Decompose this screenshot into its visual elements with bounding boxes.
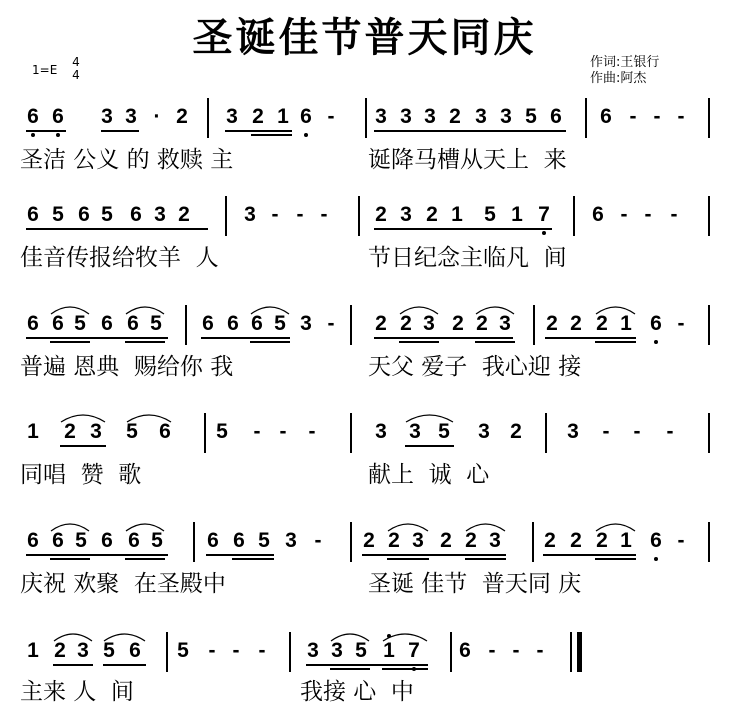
- note: -: [232, 639, 240, 662]
- note: -: [512, 639, 520, 662]
- note: 1: [27, 420, 39, 443]
- note: 6: [202, 312, 214, 335]
- final-barline-thick: [577, 632, 582, 672]
- time-signature-top: 4: [72, 55, 80, 69]
- slur: [50, 520, 90, 532]
- note: 2: [544, 529, 556, 552]
- slur: [126, 411, 172, 423]
- lyric-line: 主来 人 间: [20, 679, 134, 705]
- note: -: [644, 203, 652, 226]
- note: 5: [126, 420, 138, 443]
- note: 5: [177, 639, 189, 662]
- slur: [595, 303, 636, 315]
- note: 6: [27, 529, 39, 552]
- barline: [545, 413, 547, 453]
- slur: [103, 630, 146, 642]
- note: 1: [383, 639, 395, 662]
- note: -: [670, 203, 678, 226]
- time-signature-bottom: 4: [72, 68, 80, 82]
- lyric-line: 献上 诚 心: [368, 462, 490, 488]
- note: 6: [650, 529, 662, 552]
- barline: [166, 632, 168, 672]
- beam-underline: [225, 130, 292, 132]
- beam-underline: [206, 554, 274, 556]
- beam-underline-second: [475, 341, 515, 343]
- lyric-line: 佳音传报给牧羊 人: [20, 245, 219, 271]
- note: 6: [52, 529, 64, 552]
- beam-underline: [306, 664, 428, 666]
- time-signature: [70, 56, 82, 82]
- note: 3: [101, 105, 113, 128]
- note: 2: [54, 639, 66, 662]
- note: 6: [159, 420, 171, 443]
- note: 6: [207, 529, 219, 552]
- barline: [708, 522, 710, 562]
- note: 1: [27, 639, 39, 662]
- barline: [533, 305, 535, 345]
- note: 7: [538, 203, 550, 226]
- note: 2: [400, 312, 412, 335]
- lyric-line: 同唱 赞 歌: [20, 462, 142, 488]
- note: 2: [388, 529, 400, 552]
- note: 6: [300, 105, 312, 128]
- barline: [358, 196, 360, 236]
- note: -: [314, 529, 322, 552]
- octave-low-dot: [654, 557, 658, 561]
- barline: [532, 522, 534, 562]
- note: 2: [546, 312, 558, 335]
- barline: [289, 632, 291, 672]
- octave-low-dot: [56, 133, 60, 137]
- beam-underline: [26, 130, 66, 132]
- beam-underline: [545, 337, 636, 339]
- note: -: [279, 420, 287, 443]
- note: -: [620, 203, 628, 226]
- note: -: [536, 639, 544, 662]
- note: 6: [128, 529, 140, 552]
- note: 3: [400, 105, 412, 128]
- note: 3: [500, 105, 512, 128]
- note: 6: [600, 105, 612, 128]
- note: 6: [101, 312, 113, 335]
- note: -: [677, 312, 685, 335]
- beam-underline: [543, 554, 636, 556]
- note: -: [629, 105, 637, 128]
- note: 3: [499, 312, 511, 335]
- beam-underline: [26, 337, 168, 339]
- note: -: [327, 312, 335, 335]
- barline: [708, 413, 710, 453]
- note: 5: [355, 639, 367, 662]
- slur: [387, 520, 429, 532]
- beam-underline-second: [595, 341, 636, 343]
- key-signature: 1=E: [32, 63, 58, 77]
- slur: [405, 411, 454, 423]
- beam-underline-second: [382, 668, 428, 670]
- final-barline-thin: [570, 632, 572, 672]
- slur: [382, 630, 428, 642]
- note: 3: [375, 105, 387, 128]
- slur-curve: [466, 524, 505, 531]
- note: 2: [596, 529, 608, 552]
- slur: [330, 630, 370, 642]
- slur-curve: [388, 524, 428, 531]
- note: 5: [52, 203, 64, 226]
- slur-curve: [61, 415, 105, 422]
- note: 3: [409, 420, 421, 443]
- note: 6: [459, 639, 471, 662]
- beam-underline: [60, 445, 106, 447]
- note: -: [271, 203, 279, 226]
- slur: [399, 303, 439, 315]
- note: 1: [620, 529, 632, 552]
- note: 3: [77, 639, 89, 662]
- barline: [350, 522, 352, 562]
- note: 1: [511, 203, 523, 226]
- barline: [585, 98, 587, 138]
- note: 5: [74, 312, 86, 335]
- barline: [204, 413, 206, 453]
- note: 6: [27, 203, 39, 226]
- beam-underline-second: [125, 341, 165, 343]
- note: -: [253, 420, 261, 443]
- note: 3: [424, 105, 436, 128]
- lyric-line: 圣诞 佳节 普天同 庆: [368, 571, 582, 597]
- note: 3: [412, 529, 424, 552]
- note: 3: [125, 105, 137, 128]
- note: 3: [375, 420, 387, 443]
- slur-curve: [596, 307, 635, 314]
- lyric-line: 节日纪念主临凡 间: [368, 245, 567, 271]
- note: 2: [178, 203, 190, 226]
- note: 5: [525, 105, 537, 128]
- slur: [50, 303, 90, 315]
- barline: [708, 196, 710, 236]
- slur: [125, 303, 165, 315]
- barline: [185, 305, 187, 345]
- slur: [53, 630, 93, 642]
- note: 3: [478, 420, 490, 443]
- slur-curve: [51, 524, 89, 531]
- note: 2: [440, 529, 452, 552]
- note: 3: [154, 203, 166, 226]
- note: 2: [252, 105, 264, 128]
- slur: [465, 520, 506, 532]
- beam-underline-second: [387, 558, 429, 560]
- slur-curve: [400, 307, 438, 314]
- note: 5: [438, 420, 450, 443]
- barline: [350, 305, 352, 345]
- note: 6: [101, 529, 113, 552]
- note: 6: [550, 105, 562, 128]
- barline: [193, 522, 195, 562]
- slur-curve: [104, 634, 145, 641]
- beam-underline: [374, 337, 513, 339]
- lyric-line: 我接 心 中: [300, 679, 414, 705]
- note: 3: [90, 420, 102, 443]
- beam-underline: [53, 664, 93, 666]
- note: 5: [75, 529, 87, 552]
- note: 3: [226, 105, 238, 128]
- beam-underline: [101, 130, 139, 132]
- beam-underline: [405, 445, 454, 447]
- beam-underline: [362, 554, 506, 556]
- note: 2: [363, 529, 375, 552]
- note: 6: [27, 105, 39, 128]
- beam-underline-second: [251, 134, 292, 136]
- note: 2: [375, 312, 387, 335]
- beam-underline-second: [465, 558, 506, 560]
- note: 6: [650, 312, 662, 335]
- lyric-line: 诞降马槽从天上 来: [368, 147, 567, 173]
- note: 6: [233, 529, 245, 552]
- slur: [60, 411, 106, 423]
- note: 7: [408, 639, 420, 662]
- note: -: [308, 420, 316, 443]
- beam-underline-second: [330, 668, 370, 670]
- note: 3: [307, 639, 319, 662]
- note: -: [677, 529, 685, 552]
- slur-curve: [51, 307, 89, 314]
- barline: [708, 98, 710, 138]
- note: 5: [150, 312, 162, 335]
- note: 2: [176, 105, 188, 128]
- note: -: [258, 639, 266, 662]
- note: 1: [277, 105, 289, 128]
- note: 6: [127, 312, 139, 335]
- note: 6: [129, 639, 141, 662]
- slur-curve: [476, 307, 514, 314]
- note: 5: [103, 639, 115, 662]
- beam-underline-second: [50, 558, 90, 560]
- note: 5: [151, 529, 163, 552]
- note: 6: [27, 312, 39, 335]
- note: 2: [465, 529, 477, 552]
- note: 2: [596, 312, 608, 335]
- note: 3: [489, 529, 501, 552]
- note: -: [602, 420, 610, 443]
- beam-underline-second: [250, 341, 290, 343]
- slur-curve: [383, 634, 427, 641]
- barline: [708, 305, 710, 345]
- note: 3: [331, 639, 343, 662]
- note: -: [327, 105, 335, 128]
- slur: [250, 303, 290, 315]
- note: 3: [300, 312, 312, 335]
- beam-underline-second: [50, 341, 90, 343]
- note: 1: [620, 312, 632, 335]
- beam-underline-second: [595, 558, 636, 560]
- barline: [225, 196, 227, 236]
- barline: [207, 98, 209, 138]
- slur-curve: [596, 524, 635, 531]
- beam-underline: [374, 228, 552, 230]
- note: -: [320, 203, 328, 226]
- slur-curve: [126, 524, 164, 531]
- beam-underline: [26, 554, 168, 556]
- note: -: [653, 105, 661, 128]
- slur-curve: [406, 415, 453, 422]
- note: -: [677, 105, 685, 128]
- note: 3: [475, 105, 487, 128]
- barline: [350, 413, 352, 453]
- octave-low-dot: [542, 231, 546, 235]
- note: 6: [130, 203, 142, 226]
- note: 3: [423, 312, 435, 335]
- slur: [475, 303, 515, 315]
- note: 5: [258, 529, 270, 552]
- note: -: [296, 203, 304, 226]
- note: 2: [570, 312, 582, 335]
- note: 5: [216, 420, 228, 443]
- note: 3: [244, 203, 256, 226]
- note: -: [633, 420, 641, 443]
- note: -: [666, 420, 674, 443]
- beam-underline: [201, 337, 290, 339]
- note: 2: [426, 203, 438, 226]
- lyric-line: 普遍 恩典 赐给你 我: [20, 354, 234, 380]
- beam-underline: [26, 228, 208, 230]
- note: 6: [227, 312, 239, 335]
- note: 2: [570, 529, 582, 552]
- lyric-line: 圣洁 公义 的 救赎 主: [20, 147, 234, 173]
- note: 5: [484, 203, 496, 226]
- slur-curve: [54, 634, 92, 641]
- note: 2: [64, 420, 76, 443]
- note: 2: [476, 312, 488, 335]
- beam-underline-second: [232, 558, 274, 560]
- octave-low-dot: [654, 340, 658, 344]
- slur-curve: [251, 307, 289, 314]
- note: 6: [52, 312, 64, 335]
- note: 3: [285, 529, 297, 552]
- note: 3: [400, 203, 412, 226]
- slur-curve: [126, 307, 164, 314]
- note: 1: [451, 203, 463, 226]
- beam-underline-second: [125, 558, 165, 560]
- note: 2: [375, 203, 387, 226]
- barline: [365, 98, 367, 138]
- slur-curve: [127, 415, 171, 422]
- note: 2: [452, 312, 464, 335]
- lyric-line: 庆祝 欢聚 在圣殿中: [20, 571, 226, 597]
- note: 2: [449, 105, 461, 128]
- composer-credit: 作曲:阿杰: [590, 71, 647, 86]
- octave-low-dot: [31, 133, 35, 137]
- note: -: [208, 639, 216, 662]
- lyric-line: 天父 爱子 我心迎 接: [368, 354, 582, 380]
- slur: [125, 520, 165, 532]
- note: 5: [274, 312, 286, 335]
- note: 6: [251, 312, 263, 335]
- note: 5: [101, 203, 113, 226]
- note: -: [488, 639, 496, 662]
- note: 6: [52, 105, 64, 128]
- note: ·: [153, 105, 161, 128]
- barline: [573, 196, 575, 236]
- octave-low-dot: [304, 133, 308, 137]
- slur: [595, 520, 636, 532]
- note: 6: [592, 203, 604, 226]
- beam-underline-second: [399, 341, 439, 343]
- note: 6: [78, 203, 90, 226]
- beam-underline: [103, 664, 146, 666]
- note: 2: [510, 420, 522, 443]
- note: 3: [567, 420, 579, 443]
- lyricist-credit: 作词:王银行: [590, 55, 660, 70]
- slur-curve: [331, 634, 369, 641]
- song-title: 圣诞佳节普天同庆: [192, 14, 537, 61]
- beam-underline: [374, 130, 566, 132]
- barline: [450, 632, 452, 672]
